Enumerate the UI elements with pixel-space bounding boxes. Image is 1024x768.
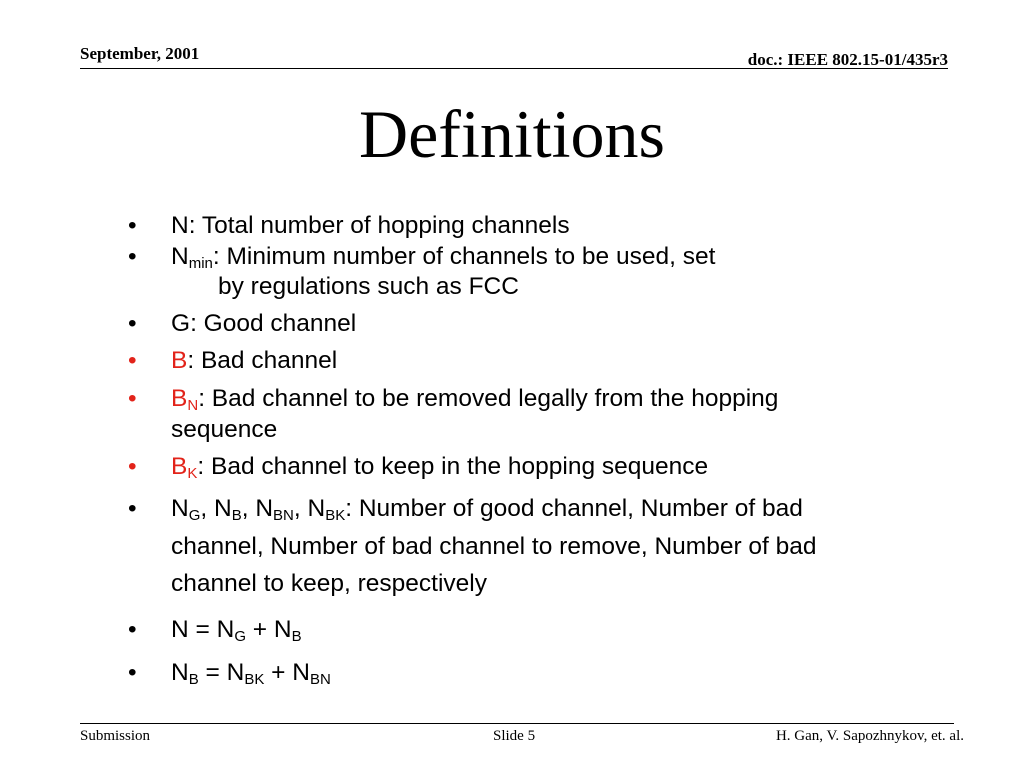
bullet-marker: • — [128, 310, 137, 337]
header-date: September, 2001 — [80, 44, 200, 63]
bullet-marker: • — [128, 385, 137, 412]
header-divider — [80, 68, 948, 69]
footer-submission: Submission — [80, 728, 151, 744]
header-doc-id: doc.: IEEE 802.15-01/435r3 — [747, 50, 948, 69]
bullet-marker: • — [128, 495, 137, 522]
bullet-marker: • — [128, 212, 137, 239]
bullet-marker: • — [128, 659, 137, 686]
bullet-marker: • — [128, 616, 137, 643]
footer-divider — [80, 723, 954, 724]
bullet-marker: • — [128, 243, 137, 270]
slide-title: Definitions — [359, 96, 665, 172]
bullet-marker: • — [128, 453, 137, 480]
bullet-marker: • — [128, 347, 137, 374]
footer-authors: H. Gan, V. Sapozhnykov, et. al. — [775, 728, 964, 744]
footer-slide-number: Slide 5 — [493, 728, 536, 744]
